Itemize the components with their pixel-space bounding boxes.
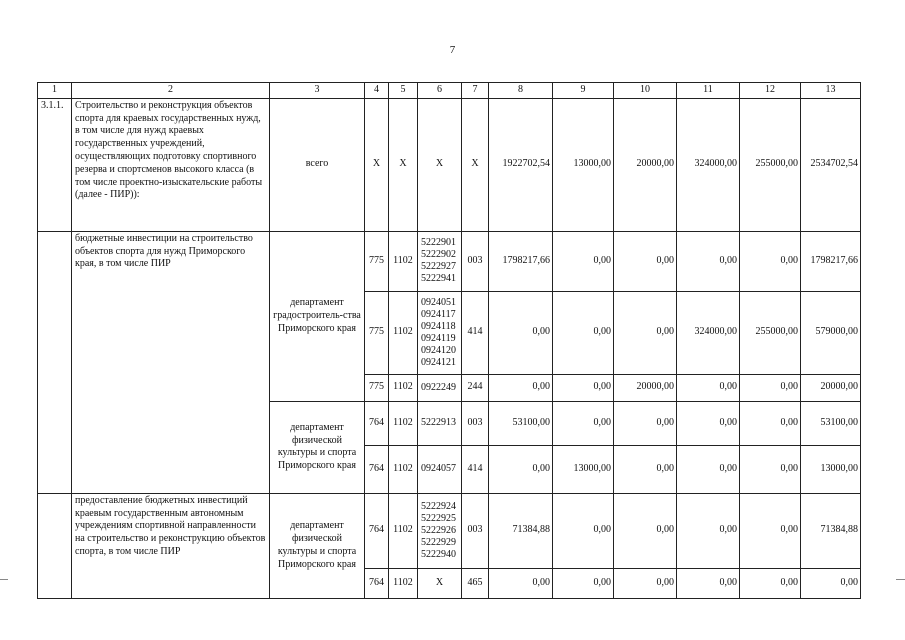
code-item: 5222940 xyxy=(421,548,456,560)
row-number xyxy=(38,493,72,598)
amount-cell: 0,00 xyxy=(553,374,614,401)
table-cell: 003 xyxy=(462,401,489,445)
budget-table xyxy=(37,82,861,599)
table-cell: 775 xyxy=(365,291,389,374)
code-item: 5222902 xyxy=(421,249,456,261)
amount-cell: 1798217,66 xyxy=(801,231,861,291)
table-cell: 003 xyxy=(462,231,489,291)
table-cell: X xyxy=(365,98,389,231)
code-item: 5222924 xyxy=(421,500,456,512)
code-item: 0924117 xyxy=(421,308,456,320)
column-number: 6 xyxy=(418,83,462,99)
code-item: 5222913 xyxy=(421,417,456,429)
column-number: 5 xyxy=(389,83,418,99)
table-row xyxy=(38,493,861,568)
amount-cell: 0,00 xyxy=(489,445,553,493)
amount-cell: 0,00 xyxy=(553,568,614,598)
amount-cell: 0,00 xyxy=(614,493,677,568)
amount-cell: 1798217,66 xyxy=(489,231,553,291)
table-cell: 764 xyxy=(365,445,389,493)
table-cell: 775 xyxy=(365,231,389,291)
column-number: 9 xyxy=(553,83,614,99)
margin-mark xyxy=(0,579,8,580)
amount-cell: 2534702,54 xyxy=(801,98,861,231)
amount-cell: 0,00 xyxy=(677,231,740,291)
amount-cell: 0,00 xyxy=(553,401,614,445)
row-number xyxy=(38,231,72,493)
code-list xyxy=(418,401,462,445)
table-cell: X xyxy=(418,98,462,231)
margin-mark xyxy=(896,579,905,580)
table-cell: 764 xyxy=(365,568,389,598)
table-cell: X xyxy=(462,98,489,231)
amount-cell: 0,00 xyxy=(489,291,553,374)
table-cell: 1102 xyxy=(389,401,418,445)
amount-cell: 0,00 xyxy=(614,291,677,374)
amount-cell: 0,00 xyxy=(677,445,740,493)
amount-cell: 13000,00 xyxy=(553,445,614,493)
column-number: 1 xyxy=(38,83,72,99)
row-description: бюджетные инвестиции на строительство объектов спорта для нужд Приморского края, в том числе ПИР xyxy=(72,231,270,493)
code-item: 0924119 xyxy=(421,332,456,344)
row-description: Строительство и реконструкция объектов спорта для краевых государственных нужд, в том числе для нужд краевых государственных учреждений, осуществляющих подготовку спортивного резерва и спортсменов высокого класса (в том числе проектно-изыскательские работы (далее - ПИР)): xyxy=(72,98,270,231)
code-item: 5222925 xyxy=(421,512,456,524)
table-cell: 414 xyxy=(462,445,489,493)
amount-cell: 0,00 xyxy=(553,493,614,568)
code-list xyxy=(418,493,462,568)
amount-cell: 0,00 xyxy=(614,231,677,291)
amount-cell: 579000,00 xyxy=(801,291,861,374)
code-list xyxy=(418,445,462,493)
amount-cell: 20000,00 xyxy=(801,374,861,401)
table-cell: 764 xyxy=(365,493,389,568)
table-cell: X xyxy=(389,98,418,231)
amount-cell: 1922702,54 xyxy=(489,98,553,231)
column-number: 11 xyxy=(677,83,740,99)
column-number: 12 xyxy=(740,83,801,99)
amount-cell: 13000,00 xyxy=(801,445,861,493)
amount-cell: 0,00 xyxy=(677,401,740,445)
code-list xyxy=(418,231,462,291)
column-number: 8 xyxy=(489,83,553,99)
code-list xyxy=(418,291,462,374)
amount-cell: 53100,00 xyxy=(801,401,861,445)
table-cell: 1102 xyxy=(389,374,418,401)
code-item: 5222901 xyxy=(421,237,456,249)
amount-cell: 324000,00 xyxy=(677,98,740,231)
executor-cell: всего xyxy=(270,98,365,231)
amount-cell: 20000,00 xyxy=(614,98,677,231)
table-row xyxy=(38,98,861,231)
table-cell: 775 xyxy=(365,374,389,401)
table-cell: 465 xyxy=(462,568,489,598)
column-number: 2 xyxy=(72,83,270,99)
executor-cell: департамент физической культуры и спорта Приморского края xyxy=(270,401,365,493)
code-item: 0924057 xyxy=(421,463,456,475)
amount-cell: 71384,88 xyxy=(801,493,861,568)
amount-cell: 20000,00 xyxy=(614,374,677,401)
code-item: 5222929 xyxy=(421,536,456,548)
column-number: 13 xyxy=(801,83,861,99)
row-number: 3.1.1. xyxy=(38,98,72,231)
amount-cell: 0,00 xyxy=(740,568,801,598)
amount-cell: 0,00 xyxy=(614,445,677,493)
table-row xyxy=(38,231,861,291)
amount-cell: 53100,00 xyxy=(489,401,553,445)
amount-cell: 0,00 xyxy=(489,568,553,598)
amount-cell: 0,00 xyxy=(740,493,801,568)
amount-cell: 0,00 xyxy=(614,401,677,445)
amount-cell: 0,00 xyxy=(740,401,801,445)
column-number-row xyxy=(38,83,861,99)
table-cell: 1102 xyxy=(389,231,418,291)
code-list: X xyxy=(418,568,462,598)
executor-cell: департамент физической культуры и спорта Приморского края xyxy=(270,493,365,598)
amount-cell: 13000,00 xyxy=(553,98,614,231)
amount-cell: 0,00 xyxy=(553,291,614,374)
table-cell: 1102 xyxy=(389,568,418,598)
amount-cell: 71384,88 xyxy=(489,493,553,568)
code-item: 0924121 xyxy=(421,356,456,368)
column-number: 7 xyxy=(462,83,489,99)
amount-cell: 0,00 xyxy=(740,231,801,291)
amount-cell: 0,00 xyxy=(677,374,740,401)
column-number: 10 xyxy=(614,83,677,99)
table-cell: 1102 xyxy=(389,493,418,568)
table-cell: 764 xyxy=(365,401,389,445)
page-number: 7 xyxy=(449,44,456,56)
amount-cell: 0,00 xyxy=(489,374,553,401)
amount-cell: 255000,00 xyxy=(740,291,801,374)
row-description: предоставление бюджетных инвестиций краевым государственным автономным учреждениям спортивной направленности на строительство и реконструкцию объектов спорта, в том числе ПИР xyxy=(72,493,270,598)
amount-cell: 0,00 xyxy=(801,568,861,598)
code-item: 5222927 xyxy=(421,261,456,273)
column-number: 4 xyxy=(365,83,389,99)
amount-cell: 0,00 xyxy=(614,568,677,598)
executor-cell: департамент градостроитель-ства Приморского края xyxy=(270,231,365,401)
column-number: 3 xyxy=(270,83,365,99)
amount-cell: 0,00 xyxy=(677,568,740,598)
amount-cell: 0,00 xyxy=(553,231,614,291)
amount-cell: 255000,00 xyxy=(740,98,801,231)
table-cell: 414 xyxy=(462,291,489,374)
table-cell: 244 xyxy=(462,374,489,401)
amount-cell: 324000,00 xyxy=(677,291,740,374)
amount-cell: 0,00 xyxy=(740,374,801,401)
table-cell: 003 xyxy=(462,493,489,568)
table-cell: 1102 xyxy=(389,291,418,374)
code-list xyxy=(418,374,462,401)
amount-cell: 0,00 xyxy=(677,493,740,568)
amount-cell: 0,00 xyxy=(740,445,801,493)
code-item: 5222941 xyxy=(421,273,456,285)
code-item: 0924120 xyxy=(421,344,456,356)
code-item: 5222926 xyxy=(421,524,456,536)
table-cell: 1102 xyxy=(389,445,418,493)
code-item: 0922249 xyxy=(421,381,456,393)
code-item: 0924118 xyxy=(421,320,456,332)
code-item: 0924051 xyxy=(421,296,456,308)
